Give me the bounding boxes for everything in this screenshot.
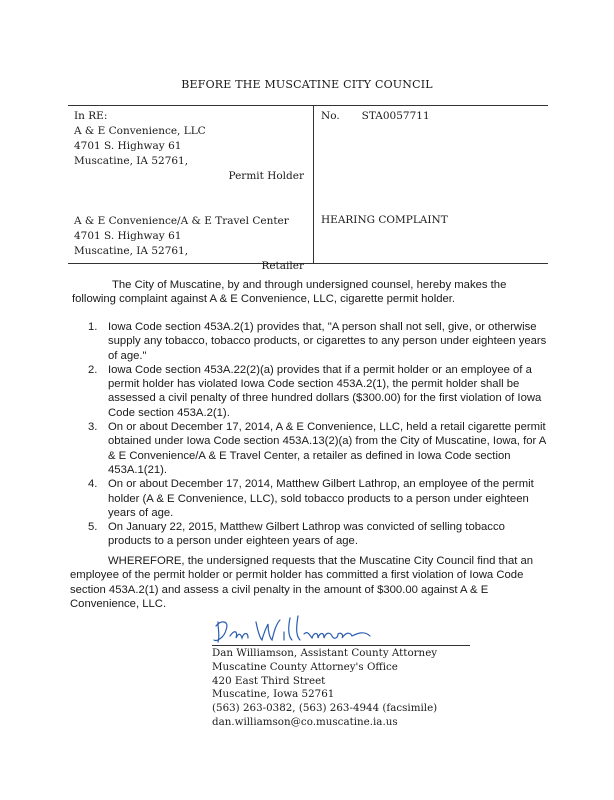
allegation-item: 5. On January 22, 2015, Matthew Gilbert Lathrop was convicted of selling tobacco products to a person under eighteen years of age. [88,521,505,548]
attorney-phone: (563) 263-0382, (563) 263-4944 (facsimile) [212,702,438,715]
signature-line [212,645,470,646]
allegation-item: 1. Iowa Code section 453A.2(1) provides that, "A person shall not sell, give, or otherwise supply any tobacco, tobacco products, or cigarettes to any person under eighteen years of age." [88,321,547,362]
signature-block [212,647,437,730]
allegation-item: 3. On or about December 17, 2014, A & E Convenience, LLC, held a retail cigarette permit obtained under Iowa Code section 453A.13(2)(a) from the City of Muscatine, Iowa, for A & E Convenience/A & E Travel Center, a retailer as defined in Iowa Code section 453A.1(21). [88,421,546,476]
case-caption [68,105,548,272]
retailer-address2: Muscatine, IA 52761, [74,245,189,257]
permit-holder-name: A & E Convenience, LLC [74,125,206,137]
caption-divider [313,106,314,263]
parties-column [74,109,310,274]
attorney-city: Muscatine, Iowa 52761 [212,688,335,701]
allegations-list [88,320,550,549]
permit-holder-role: Permit Holder [228,170,304,182]
document-type: HEARING COMPLAINT [321,214,448,226]
allegation-item: 4. On or about December 17, 2014, Matthew Gilbert Lathrop, an employee of the permit holder (A & E Convenience, LLC), sold tobacco products to a person under eighteen years of age. [88,478,534,519]
signature-stroke [230,632,248,638]
case-number-value: STA0057711 [361,110,430,122]
signature-stroke [256,620,280,640]
case-number [321,109,546,124]
attorney-office: Muscatine County Attorney's Office [212,660,398,673]
retailer-role: Retailer [261,260,304,272]
attorney-name-title: Dan Williamson, Assistant County Attorney [212,647,438,659]
in-re-label: In RE: [74,110,108,122]
wherefore-paragraph: WHEREFORE, the undersigned requests that the Muscatine City Council find that an employee of the permit holder or permit holder has committed a first violation of Iowa Code section 453A.2(1) and assess a civil penalty in the amount of $300.00 against A & E Convenience, LLC. [70,555,534,610]
intro-paragraph: The City of Muscatine, by and through undersigned counsel, hereby makes the following complaint against A & E Convenience, LLC, cigarette permit holder. [72,279,507,306]
permit-holder-address2: Muscatine, IA 52761, [74,155,189,167]
retailer-address1: 4701 S. Highway 61 [74,230,182,242]
attorney-street: 420 East Third Street [212,674,326,687]
document-heading: BEFORE THE MUSCATINE CITY COUNCIL [181,78,433,91]
case-number-label: No. [321,110,340,122]
case-info-column [321,109,546,226]
handwritten-signature [212,614,372,646]
signature-stroke [214,622,227,642]
signature-stroke [284,616,300,640]
retailer-name: A & E Convenience/A & E Travel Center [74,215,289,227]
signature-stroke [304,633,370,639]
allegation-item: 2. Iowa Code section 453A.22(2)(a) provides that if a permit holder or an employee of a permit holder has violated Iowa Code section 453A.2(1), the permit holder shall be assessed a civil penalty of three hundred dollars ($300.00) for the first violation of Iowa Code section 453A.2(1). [88,363,542,419]
attorney-email: dan.williamson@co.muscatine.ia.us [212,715,398,728]
permit-holder-address1: 4701 S. Highway 61 [74,140,182,152]
